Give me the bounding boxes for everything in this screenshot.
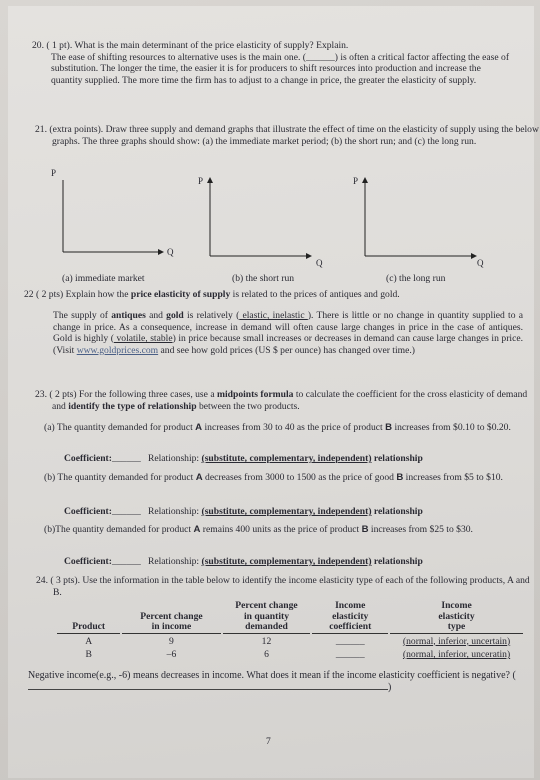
- caption-short-run: (b) the short run: [232, 273, 295, 284]
- graph-short-run: [196, 176, 336, 276]
- col-quantity-change: Percent change in quantity demanded: [222, 600, 312, 635]
- col-coefficient: Income elasticity coefficient: [311, 600, 389, 635]
- question-21: 21. (extra points). Draw three supply and demand graphs that illustrate the effect of time on the elasticity of supply using the below graphs. The three graphs should show: (a) the immediate market period; (b) the short run; and (c) the long run.: [35, 124, 539, 147]
- graph-long-run: [353, 176, 493, 276]
- graph-immediate-market: [53, 170, 193, 270]
- price-axis-label: P: [353, 176, 359, 186]
- case-b-answer-line: Coefficient:______ Relationship: (substitute, complementary, independent) relationship: [64, 506, 423, 517]
- question-22-answer: The supply of antiques and gold is relatively ( elastic, inelastic ). There is little or no change in quantity supplied to a change in price. As a consequence, increase in demand will often cause large changes in price in the case of antiques. Gold is highly ( volatile, stable) in price because small increases or decreases in demand can cause large changes in price. (Visit www.goldprices.com and see how gold prices (US $ per ounce) has changed over time.): [53, 310, 524, 356]
- short-run-axes: [210, 176, 330, 266]
- col-type: Income elasticity type: [389, 600, 524, 635]
- caption-immediate-market: (a) immediate market: [62, 273, 145, 284]
- case-c-answer-line: Coefficient:______ Relationship: (substitute, complementary, independent) relationship: [64, 556, 423, 567]
- goldprices-link[interactable]: www.goldprices.com: [76, 344, 159, 356]
- col-income-change: Percent change in income: [121, 600, 221, 635]
- question-24-heading: 24. ( 3 pts). Use the information in the table below to identify the income elasticity type of each of the following products, A and B.: [36, 575, 530, 598]
- table-row: B –6 6 ______ (normal, inferior, unceratin): [85, 649, 511, 661]
- coefficient-blank[interactable]: ______: [335, 635, 365, 647]
- question-23-heading: 23. ( 2 pts) For the following three cases, use a midpoints formula to calculate the coefficient for the cross elasticity of demand and identify the type of relationship between the two products.: [35, 389, 528, 412]
- quantity-axis-label: Q: [316, 258, 323, 268]
- page-number: 7: [266, 736, 271, 747]
- question-20-heading: 20. ( 1 pt). What is the main determinant of the price elasticity of supply? Explain.: [32, 40, 349, 51]
- case-a: (a) The quantity demanded for product A increases from 30 to 40 as the price of product B increases from $0.10 to $0.20.: [44, 422, 511, 433]
- price-axis-label: P: [51, 168, 57, 178]
- question-20-answer: The ease of shifting resources to alternative uses is the main one. (______) is often a critical factor affecting the ease of substitution. The longer the time, the easier it is for producers to shift resources into production and increase the quantity supplied. The more time the firm has to adjust to a change in price, the greater the elasticity of supply.: [51, 51, 510, 86]
- long-run-axes: [365, 176, 485, 266]
- question-20: [32, 40, 514, 86]
- table-row: A 9 12 ______ (normal, inferior, uncertain): [85, 635, 511, 647]
- question-24-footer: Negative income(e.g., -6) means decreases in income. What does it mean if the income elasticity coefficient is negative? (): [28, 670, 516, 693]
- case-c: (b)The quantity demanded for product A remains 400 units as the price of product B increases from $25 to $30.: [44, 524, 473, 535]
- quantity-axis-label: Q: [477, 258, 484, 268]
- col-product: Product: [56, 600, 121, 635]
- income-elasticity-table: [56, 600, 524, 662]
- quantity-axis-label: Q: [167, 247, 174, 257]
- case-b: (b) The quantity demanded for product A decreases from 3000 to 1500 as the price of good B increases from $5 to $10.: [44, 472, 503, 483]
- coefficient-blank[interactable]: ______: [335, 649, 365, 661]
- answer-blank[interactable]: [28, 689, 388, 690]
- caption-long-run: (c) the long run: [386, 273, 446, 284]
- immediate-market-axes: [63, 180, 183, 270]
- price-axis-label: P: [198, 176, 204, 186]
- coefficient-blank[interactable]: ______: [111, 453, 141, 464]
- case-a-answer-line: Coefficient:______ Relationship: (substitute, complementary, independent) relationship: [64, 453, 423, 464]
- question-22-heading: 22 ( 2 pts) Explain how the price elasticity of supply is related to the prices of antiques and gold.: [24, 289, 400, 300]
- coefficient-blank[interactable]: ______: [111, 506, 141, 517]
- coefficient-blank[interactable]: ______: [111, 556, 141, 567]
